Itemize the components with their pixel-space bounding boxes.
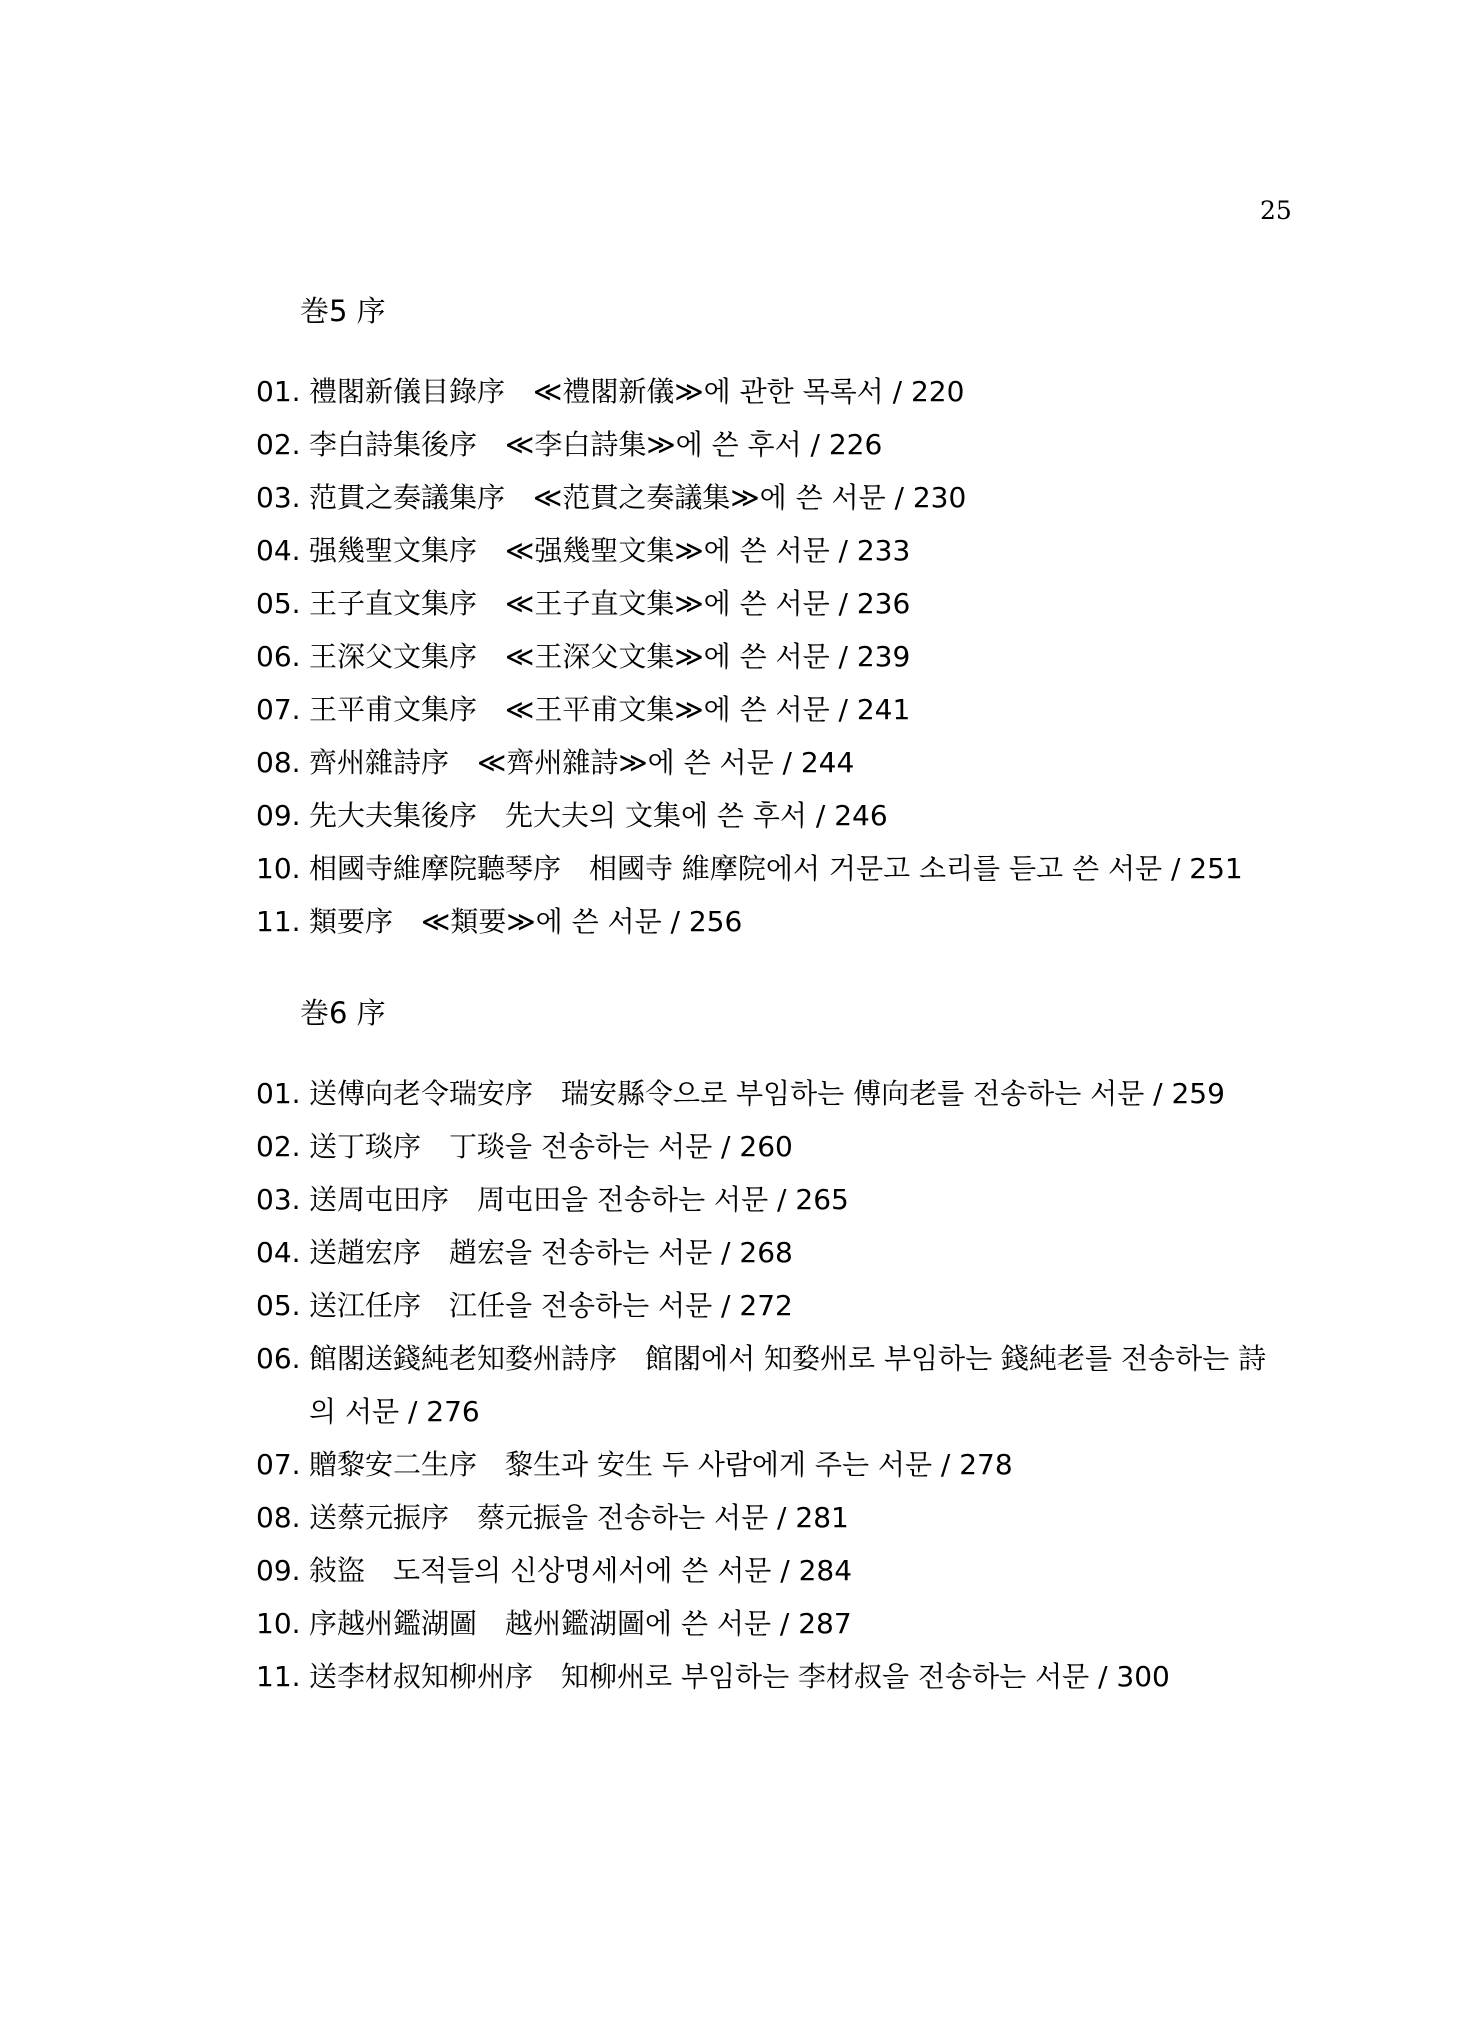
toc-item (256, 1438, 1296, 1491)
item-title: 王深父文集序 (309, 640, 478, 673)
item-number: 08. (256, 746, 301, 779)
toc-item (256, 1067, 1296, 1120)
item-number: 02. (256, 428, 301, 461)
toc-item (256, 418, 1296, 471)
item-description: 相國寺 維摩院에서 거문고 소리를 듣고 쓴 서문 / 251 (589, 852, 1243, 885)
toc-item (256, 683, 1296, 736)
toc-item (256, 471, 1296, 524)
toc-item (256, 1597, 1296, 1650)
item-description: ≪齊州雜詩≫에 쓴 서문 / 244 (477, 746, 855, 779)
item-description: 先大夫의 文集에 쓴 후서 / 246 (505, 799, 888, 832)
item-description: ≪王子直文集≫에 쓴 서문 / 236 (505, 587, 911, 620)
item-title: 送李材叔知柳州序 (309, 1660, 534, 1693)
item-description: 館閣에서 知婺州로 부임하는 錢純老를 전송하는 詩의 서문 / 276 (309, 1342, 1267, 1428)
item-title: 齊州雜詩序 (309, 746, 450, 779)
item-title: 强幾聖文集序 (309, 534, 478, 567)
item-number: 09. (256, 799, 301, 832)
item-title: 送江任序 (309, 1289, 422, 1322)
item-number: 05. (256, 587, 301, 620)
item-description: ≪王平甫文集≫에 쓴 서문 / 241 (505, 693, 911, 726)
item-title: 范貫之奏議集序 (309, 481, 506, 514)
item-number: 08. (256, 1501, 301, 1534)
toc-item (256, 1544, 1296, 1597)
item-number: 01. (256, 1077, 301, 1110)
item-number: 05. (256, 1289, 301, 1322)
item-number: 10. (256, 1607, 301, 1640)
item-description: ≪范貫之奏議集≫에 쓴 서문 / 230 (533, 481, 967, 514)
item-number: 06. (256, 640, 301, 673)
item-description: 瑞安縣令으로 부임하는 傅向老를 전송하는 서문 / 259 (561, 1077, 1225, 1110)
item-title: 李白詩集後序 (309, 428, 478, 461)
toc-item (256, 577, 1296, 630)
item-number: 03. (256, 1183, 301, 1216)
item-description: 江任을 전송하는 서문 / 272 (449, 1289, 793, 1322)
item-description: 蔡元振을 전송하는 서문 / 281 (477, 1501, 849, 1534)
toc-item (256, 365, 1296, 418)
item-description: 越州鑑湖圖에 쓴 서문 / 287 (505, 1607, 852, 1640)
item-number: 01. (256, 375, 301, 408)
toc-item (256, 842, 1296, 895)
item-description: 趙宏을 전송하는 서문 / 268 (449, 1236, 793, 1269)
item-number: 11. (256, 1660, 301, 1693)
item-description: 도적들의 신상명세서에 쓴 서문 / 284 (393, 1554, 853, 1587)
item-title: 王平甫文集序 (309, 693, 478, 726)
toc-item (256, 1491, 1296, 1544)
item-number: 10. (256, 852, 301, 885)
item-number: 04. (256, 1236, 301, 1269)
toc-item (256, 1279, 1296, 1332)
item-title: 類要序 (309, 905, 394, 938)
item-title: 送傅向老令瑞安序 (309, 1077, 534, 1110)
item-number: 06. (256, 1342, 301, 1375)
toc-item (256, 1332, 1296, 1438)
toc-item (256, 1173, 1296, 1226)
item-number: 09. (256, 1554, 301, 1587)
section-heading: 巻5 序 (300, 294, 386, 328)
item-title: 送蔡元振序 (309, 1501, 450, 1534)
item-title: 贈黎安二生序 (309, 1448, 478, 1481)
toc-section-vol5 (256, 291, 1296, 948)
toc-item (256, 1120, 1296, 1173)
item-title: 送趙宏序 (309, 1236, 422, 1269)
item-description: ≪王深父文集≫에 쓴 서문 / 239 (505, 640, 911, 673)
item-title: 禮閣新儀目錄序 (309, 375, 506, 408)
toc-item (256, 736, 1296, 789)
toc-item (256, 524, 1296, 577)
item-title: 相國寺維摩院聽琴序 (309, 852, 562, 885)
item-title: 序越州鑑湖圖 (309, 1607, 478, 1640)
item-number: 11. (256, 905, 301, 938)
item-number: 04. (256, 534, 301, 567)
item-description: 丁琰을 전송하는 서문 / 260 (449, 1130, 793, 1163)
item-description: ≪類要≫에 쓴 서문 / 256 (421, 905, 743, 938)
toc-list (256, 365, 1296, 948)
toc-item (256, 1226, 1296, 1279)
item-description: 黎生과 安生 두 사람에게 주는 서문 / 278 (505, 1448, 1013, 1481)
item-title: 敍盜 (309, 1554, 366, 1587)
toc-item (256, 630, 1296, 683)
item-title: 送周屯田序 (309, 1183, 450, 1216)
toc-item (256, 789, 1296, 842)
item-description: ≪强幾聖文集≫에 쓴 서문 / 233 (505, 534, 911, 567)
toc-section-vol6 (256, 993, 1296, 1703)
item-number: 03. (256, 481, 301, 514)
item-title: 館閣送錢純老知婺州詩序 (309, 1342, 618, 1375)
toc-item (256, 895, 1296, 948)
item-title: 送丁琰序 (309, 1130, 422, 1163)
item-title: 王子直文集序 (309, 587, 478, 620)
item-title: 先大夫集後序 (309, 799, 478, 832)
item-number: 07. (256, 1448, 301, 1481)
section-heading: 巻6 序 (300, 996, 386, 1030)
item-description: 周屯田을 전송하는 서문 / 265 (477, 1183, 849, 1216)
item-number: 07. (256, 693, 301, 726)
item-description: 知柳州로 부임하는 李材叔을 전송하는 서문 / 300 (561, 1660, 1170, 1693)
toc-item (256, 1650, 1296, 1703)
item-description: ≪禮閣新儀≫에 관한 목록서 / 220 (533, 375, 965, 408)
item-number: 02. (256, 1130, 301, 1163)
page-number: 25 (1260, 196, 1292, 225)
toc-list (256, 1067, 1296, 1703)
item-description: ≪李白詩集≫에 쓴 후서 / 226 (505, 428, 883, 461)
